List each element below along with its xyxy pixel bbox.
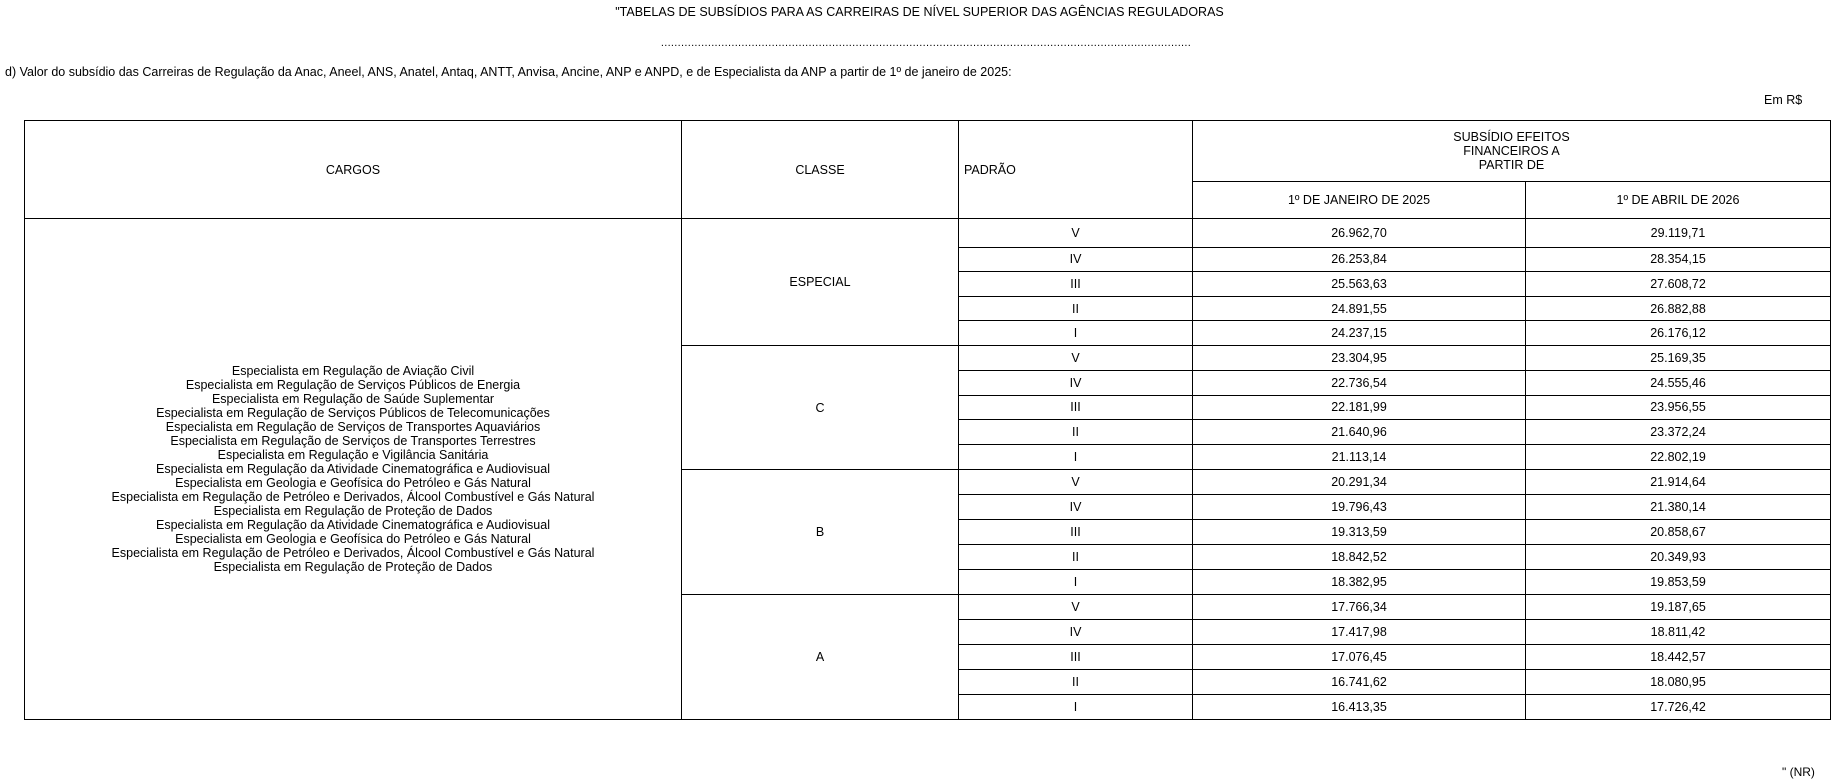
value-jan-2025-cell: 17.766,34	[1193, 594, 1526, 619]
value-abr-2026-cell: 28.354,15	[1526, 247, 1831, 272]
header-padrao: PADRÃO	[959, 121, 1193, 219]
value-jan-2025-cell: 16.413,35	[1193, 694, 1526, 719]
classe-cell: A	[682, 594, 959, 719]
value-jan-2025-cell: 18.382,95	[1193, 569, 1526, 594]
padrao-cell: III	[959, 395, 1193, 420]
value-jan-2025-cell: 21.640,96	[1193, 420, 1526, 445]
cargo-name: Especialista em Regulação da Atividade Cinematográfica e Audiovisual	[156, 461, 550, 476]
value-abr-2026-cell: 18.080,95	[1526, 669, 1831, 694]
value-jan-2025-cell: 22.181,99	[1193, 395, 1526, 420]
dotted-separator: ..............................................................................................................................................................	[660, 37, 1192, 49]
value-jan-2025-cell: 18.842,52	[1193, 544, 1526, 569]
padrao-cell: I	[959, 321, 1193, 346]
value-abr-2026-cell: 25.169,35	[1526, 346, 1831, 371]
value-jan-2025-cell: 19.313,59	[1193, 519, 1526, 544]
padrao-cell: II	[959, 669, 1193, 694]
value-abr-2026-cell: 18.442,57	[1526, 644, 1831, 669]
padrao-cell: IV	[959, 247, 1193, 272]
padrao-cell: I	[959, 444, 1193, 469]
padrao-cell: III	[959, 272, 1193, 297]
cargo-name: Especialista em Regulação de Serviços de Transportes Aquaviários	[165, 419, 541, 434]
value-abr-2026-cell: 26.882,88	[1526, 296, 1831, 321]
header-cargos: CARGOS	[25, 121, 682, 219]
footer-note: " (NR)	[1782, 765, 1815, 779]
cargo-name: Especialista em Regulação de Petróleo e Derivados, Álcool Combustível e Gás Natural	[111, 489, 595, 504]
value-abr-2026-cell: 23.372,24	[1526, 420, 1831, 445]
cargo-name: Especialista em Geologia e Geofísica do Petróleo e Gás Natural	[175, 475, 531, 490]
document-title: "TABELAS DE SUBSÍDIOS PARA AS CARREIRAS DE NÍVEL SUPERIOR DAS AGÊNCIAS REGULADORAS	[615, 5, 1224, 19]
currency-unit: Em R$	[1764, 93, 1803, 107]
value-abr-2026-cell: 21.380,14	[1526, 494, 1831, 519]
value-jan-2025-cell: 24.237,15	[1193, 321, 1526, 346]
cargo-name: Especialista em Regulação de Proteção de Dados	[213, 559, 493, 574]
value-jan-2025-cell: 21.113,14	[1193, 444, 1526, 469]
table-body	[25, 219, 1831, 720]
header-subsidio	[1193, 121, 1831, 182]
value-abr-2026-cell: 17.726,42	[1526, 694, 1831, 719]
value-jan-2025-cell: 16.741,62	[1193, 669, 1526, 694]
value-abr-2026-cell: 18.811,42	[1526, 619, 1831, 644]
padrao-cell: III	[959, 644, 1193, 669]
value-jan-2025-cell: 26.253,84	[1193, 247, 1526, 272]
classe-cell: ESPECIAL	[682, 219, 959, 346]
padrao-cell: V	[959, 346, 1193, 371]
cargo-name: Especialista em Regulação de Proteção de Dados	[213, 503, 493, 518]
header-classe: CLASSE	[682, 121, 959, 219]
header-subsidio-text: SUBSÍDIO EFEITOS FINANCEIROS A PARTIR DE	[1453, 130, 1570, 172]
header-col-jan-2025: 1º DE JANEIRO DE 2025	[1193, 182, 1526, 219]
value-jan-2025-cell: 25.563,63	[1193, 272, 1526, 297]
value-abr-2026-cell: 20.349,93	[1526, 544, 1831, 569]
value-jan-2025-cell: 17.076,45	[1193, 644, 1526, 669]
cargo-name: Especialista em Regulação de Serviços Públicos de Telecomunicações	[156, 405, 550, 420]
value-jan-2025-cell: 20.291,34	[1193, 469, 1526, 494]
padrao-cell: II	[959, 296, 1193, 321]
padrao-cell: I	[959, 694, 1193, 719]
padrao-cell: IV	[959, 494, 1193, 519]
cargo-name: Especialista em Regulação e Vigilância Sanitária	[217, 447, 489, 462]
cargo-name: Especialista em Regulação de Saúde Suplementar	[211, 391, 495, 406]
value-jan-2025-cell: 17.417,98	[1193, 619, 1526, 644]
value-jan-2025-cell: 24.891,55	[1193, 296, 1526, 321]
value-jan-2025-cell: 19.796,43	[1193, 494, 1526, 519]
value-abr-2026-cell: 26.176,12	[1526, 321, 1831, 346]
classe-cell: C	[682, 346, 959, 469]
cargo-name: Especialista em Regulação de Serviços de Transportes Terrestres	[170, 433, 536, 448]
cargo-name: Especialista em Regulação de Serviços Públicos de Energia	[185, 377, 521, 392]
cargo-name: Especialista em Geologia e Geofísica do Petróleo e Gás Natural	[175, 531, 531, 546]
value-abr-2026-cell: 22.802,19	[1526, 444, 1831, 469]
value-jan-2025-cell: 22.736,54	[1193, 370, 1526, 395]
value-abr-2026-cell: 19.853,59	[1526, 569, 1831, 594]
cargo-name: Especialista em Regulação de Petróleo e Derivados, Álcool Combustível e Gás Natural	[111, 545, 595, 560]
padrao-cell: V	[959, 469, 1193, 494]
value-jan-2025-cell: 23.304,95	[1193, 346, 1526, 371]
classe-cell: B	[682, 469, 959, 594]
value-abr-2026-cell: 23.956,55	[1526, 395, 1831, 420]
table-row	[25, 219, 1831, 248]
padrao-cell: I	[959, 569, 1193, 594]
salary-table	[24, 120, 1831, 720]
value-jan-2025-cell: 26.962,70	[1193, 219, 1526, 248]
padrao-cell: IV	[959, 619, 1193, 644]
value-abr-2026-cell: 24.555,46	[1526, 370, 1831, 395]
intro-paragraph: d) Valor do subsídio das Carreiras de Regulação da Anac, Aneel, ANS, Anatel, Antaq, ANTT, Anvisa, Ancine, ANP e ANPD, e de Especialista da ANP a partir de 1º de janeiro de 2025:	[5, 65, 1012, 79]
value-abr-2026-cell: 20.858,67	[1526, 519, 1831, 544]
value-abr-2026-cell: 19.187,65	[1526, 594, 1831, 619]
padrao-cell: IV	[959, 370, 1193, 395]
header-col-abr-2026: 1º DE ABRIL DE 2026	[1526, 182, 1831, 219]
padrao-cell: III	[959, 519, 1193, 544]
cargo-name: Especialista em Regulação de Aviação Civil	[231, 363, 475, 378]
padrao-cell: V	[959, 219, 1193, 248]
padrao-cell: II	[959, 544, 1193, 569]
value-abr-2026-cell: 21.914,64	[1526, 469, 1831, 494]
padrao-cell: II	[959, 420, 1193, 445]
value-abr-2026-cell: 27.608,72	[1526, 272, 1831, 297]
cargos-cell	[25, 219, 682, 720]
cargo-name: Especialista em Regulação da Atividade Cinematográfica e Audiovisual	[156, 517, 550, 532]
value-abr-2026-cell: 29.119,71	[1526, 219, 1831, 248]
padrao-cell: V	[959, 594, 1193, 619]
